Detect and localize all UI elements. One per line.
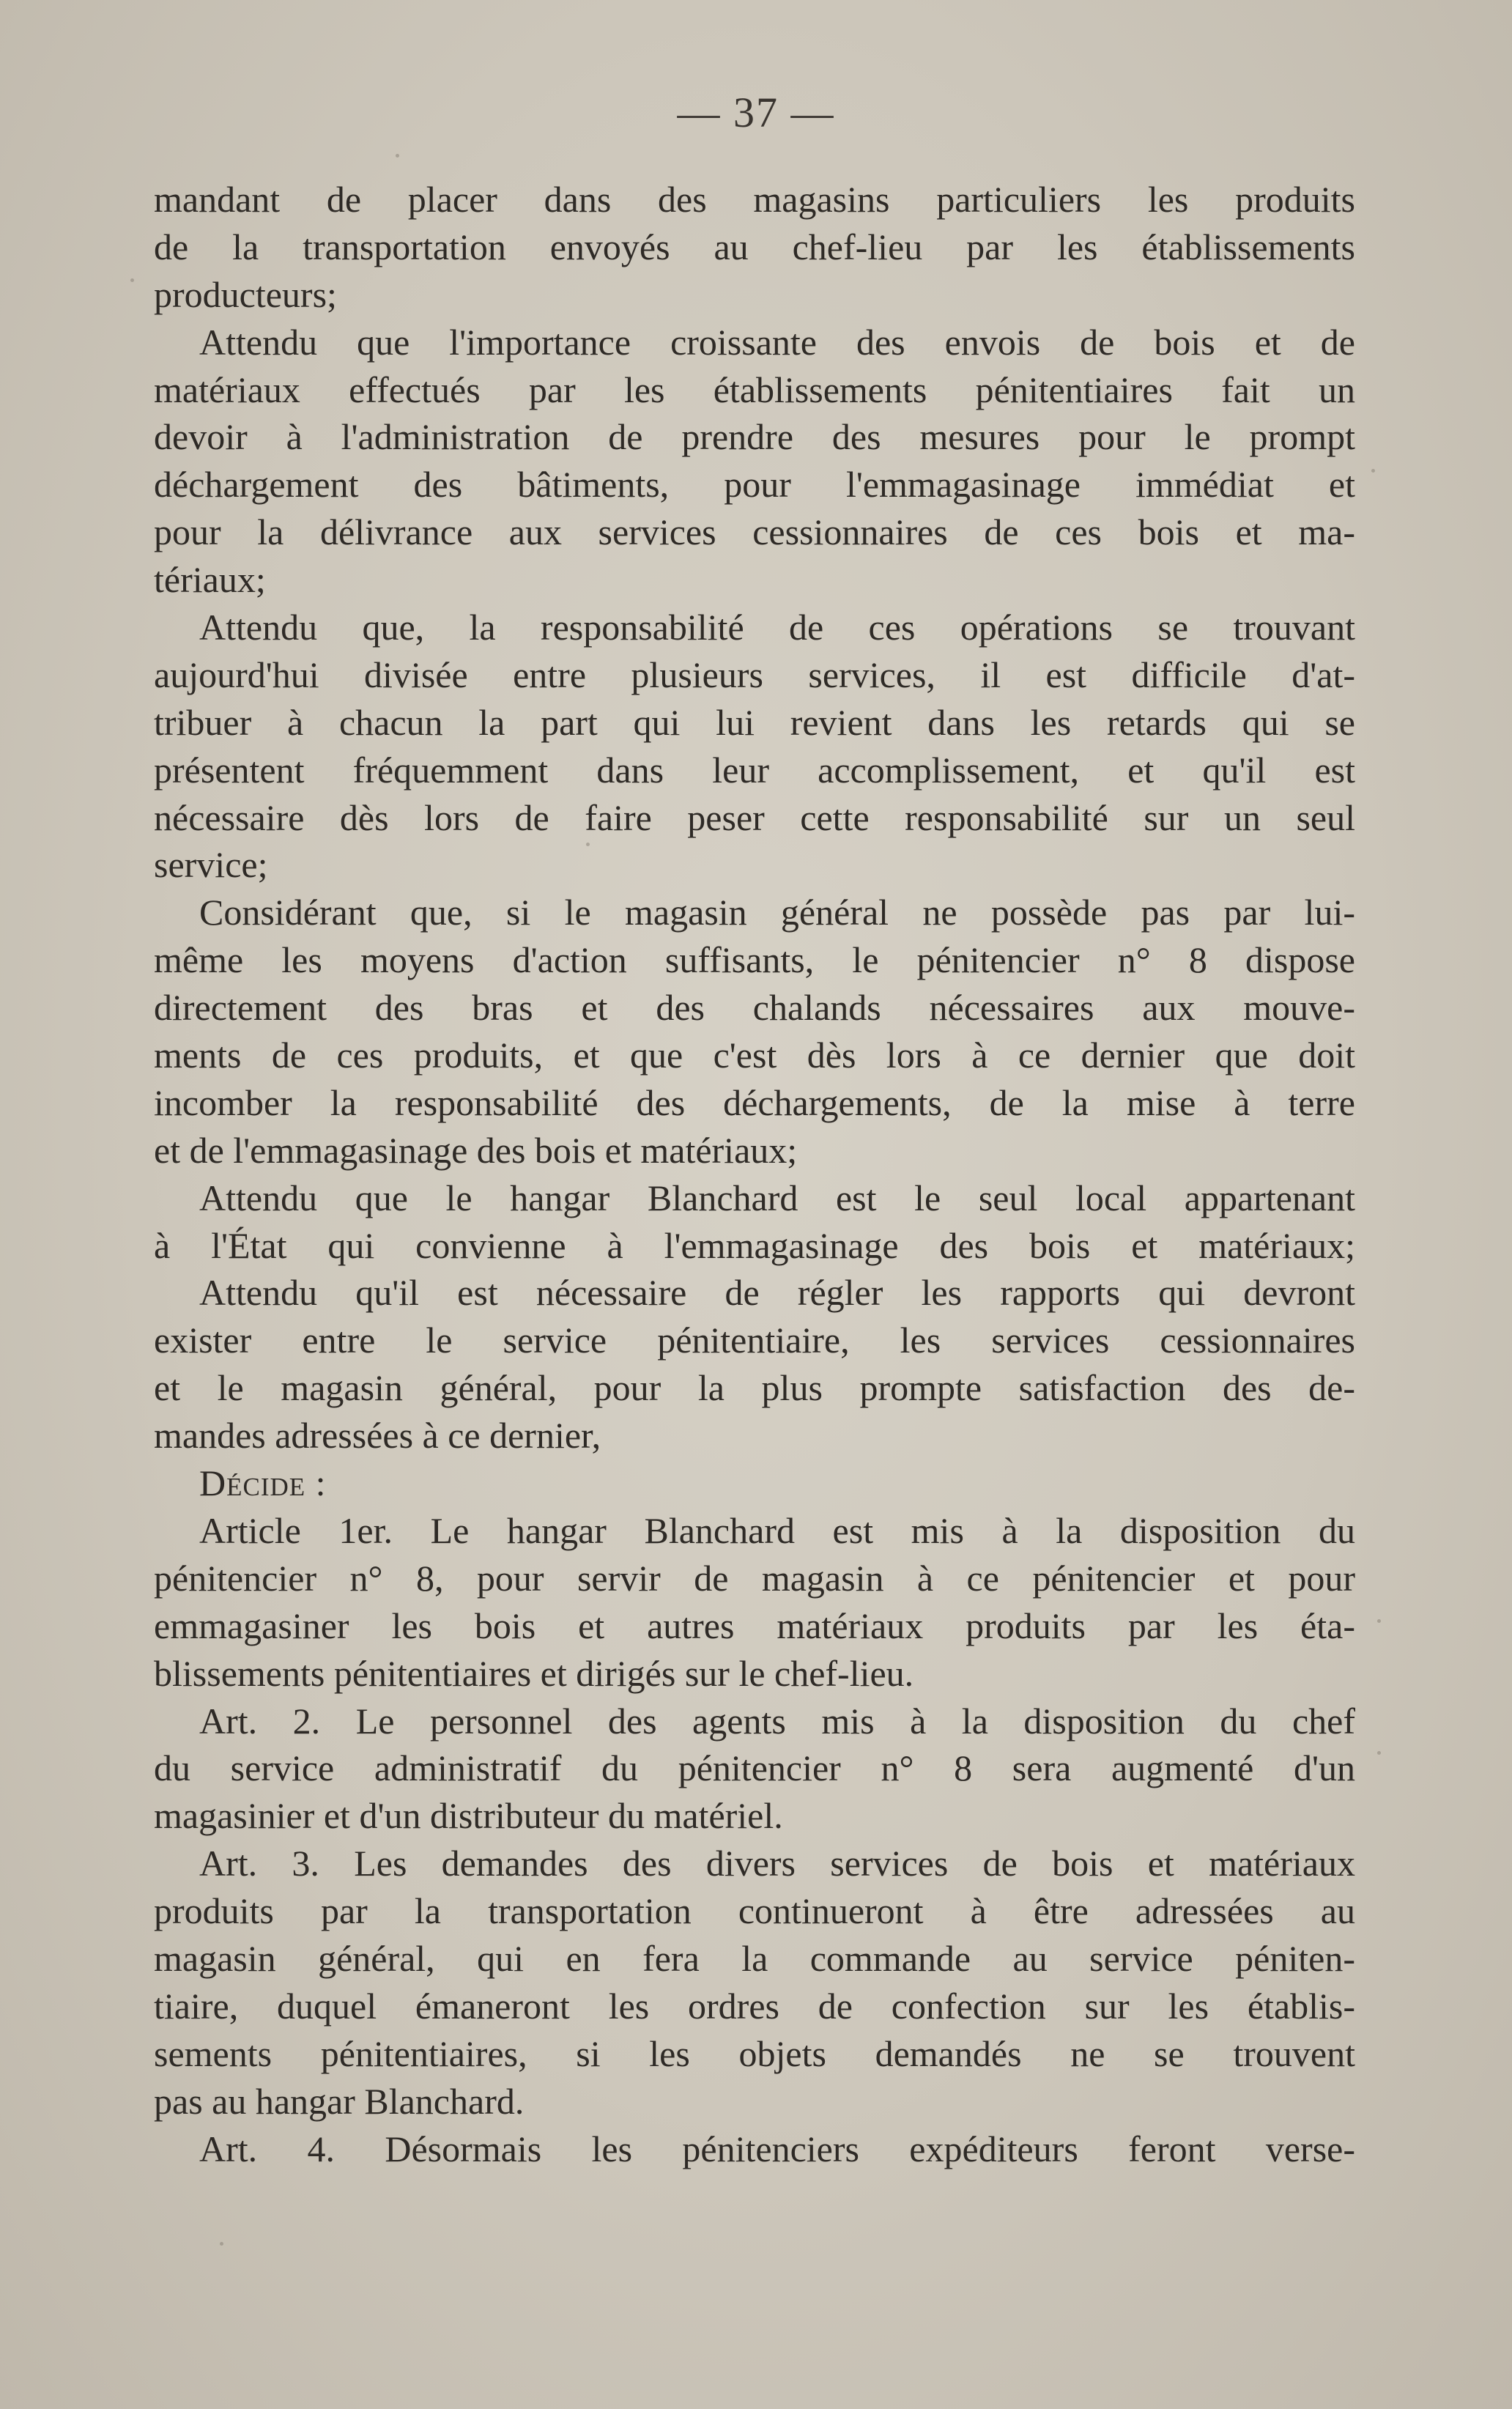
- section-heading: Décide :: [199, 1462, 327, 1504]
- text-line: tiaire, duquel émaneront les ordres de confection sur les établis-: [154, 1985, 1355, 2027]
- text-line: service;: [154, 844, 268, 886]
- text-line: tribuer à chacun la part qui lui revient dans les retards qui se: [154, 701, 1355, 743]
- text-line: tériaux;: [154, 559, 266, 601]
- text-line: Art. 2. Le personnel des agents mis à la disposition du chef: [199, 1700, 1355, 1742]
- text-line: et de l'emmagasinage des bois et matériaux;: [154, 1129, 798, 1171]
- text-line: emmagasiner les bois et autres matériaux produits par les éta-: [154, 1605, 1355, 1646]
- text-line: magasinier et d'un distributeur du matériel.: [154, 1795, 783, 1837]
- text-line: Attendu que le hangar Blanchard est le seul local appartenant: [199, 1177, 1355, 1218]
- text-line: Attendu que, la responsabilité de ces opérations se trouvant: [199, 607, 1355, 648]
- text-line: déchargement des bâtiments, pour l'emmagasinage immédiat et: [154, 464, 1355, 506]
- text-line: présentent fréquemment dans leur accomplissement, et qu'il est: [154, 749, 1355, 791]
- paper-speck: [220, 2242, 223, 2246]
- text-line: mandant de placer dans des magasins particuliers les produits: [154, 179, 1355, 220]
- text-line: à l'État qui convienne à l'emmagasinage des bois et matériaux;: [154, 1224, 1355, 1266]
- text-line: sements pénitentiaires, si les objets demandés ne se trouvent: [154, 2032, 1355, 2074]
- paper-speck: [1377, 1619, 1381, 1623]
- text-line: Attendu qu'il est nécessaire de régler les rapports qui devront: [199, 1272, 1355, 1314]
- page-number: — 37 —: [677, 89, 835, 136]
- text-line: ments de ces produits, et que c'est dès lors à ce dernier que doit: [154, 1035, 1355, 1076]
- paper-speck: [130, 278, 134, 282]
- text-line: même les moyens d'action suffisants, le pénitencier n° 8 dispose: [154, 939, 1355, 981]
- text-line: Article 1er. Le hangar Blanchard est mis à la disposition du: [199, 1509, 1355, 1551]
- text-line: du service administratif du pénitencier n° 8 sera augmenté d'un: [154, 1747, 1355, 1789]
- text-line: nécessaire dès lors de faire peser cette responsabilité sur un seul: [154, 796, 1355, 838]
- text-line: Attendu que l'importance croissante des envois de bois et de: [199, 321, 1355, 363]
- text-line: Art. 3. Les demandes des divers services de bois et matériaux: [199, 1843, 1355, 1884]
- text-line: directement des bras et des chalands nécessaires aux mouve-: [154, 987, 1355, 1029]
- text-line: et le magasin général, pour la plus prompte satisfaction des de-: [154, 1367, 1355, 1409]
- text-line: blissements pénitentiaires et dirigés sur le chef-lieu.: [154, 1652, 914, 1694]
- text-line: matériaux effectués par les établissements pénitentiaires fait un: [154, 369, 1355, 410]
- text-line: aujourd'hui divisée entre plusieurs services, il est difficile d'at-: [154, 654, 1355, 695]
- body-text: [154, 176, 1355, 2172]
- text-line: pour la délivrance aux services cessionnaires de ces bois et ma-: [154, 511, 1355, 553]
- text-line: producteurs;: [154, 273, 337, 315]
- text-line: pas au hangar Blanchard.: [154, 2080, 525, 2122]
- text-line: devoir à l'administration de prendre des mesures pour le prompt: [154, 416, 1355, 458]
- text-line: produits par la transportation continueront à être adressées au: [154, 1890, 1355, 1932]
- text-line: de la transportation envoyés au chef-lieu par les établissements: [154, 226, 1355, 267]
- text-line: magasin général, qui en fera la commande au service péniten-: [154, 1937, 1355, 1979]
- text-line: Considérant que, si le magasin général ne possède pas par lui-: [199, 892, 1355, 933]
- paper-speck: [586, 843, 590, 846]
- paper-speck: [1371, 469, 1375, 473]
- text-line: Art. 4. Désormais les pénitenciers expéditeurs feront verse-: [199, 2128, 1355, 2169]
- text-line: pénitencier n° 8, pour servir de magasin à ce pénitencier et pour: [154, 1557, 1355, 1599]
- text-line: incomber la responsabilité des déchargements, de la mise à terre: [154, 1081, 1355, 1123]
- paper-speck: [1377, 1751, 1381, 1755]
- paper-speck: [396, 154, 399, 158]
- text-line: mandes adressées à ce dernier,: [154, 1415, 601, 1457]
- text-line: exister entre le service pénitentiaire, les services cessionnaires: [154, 1320, 1355, 1361]
